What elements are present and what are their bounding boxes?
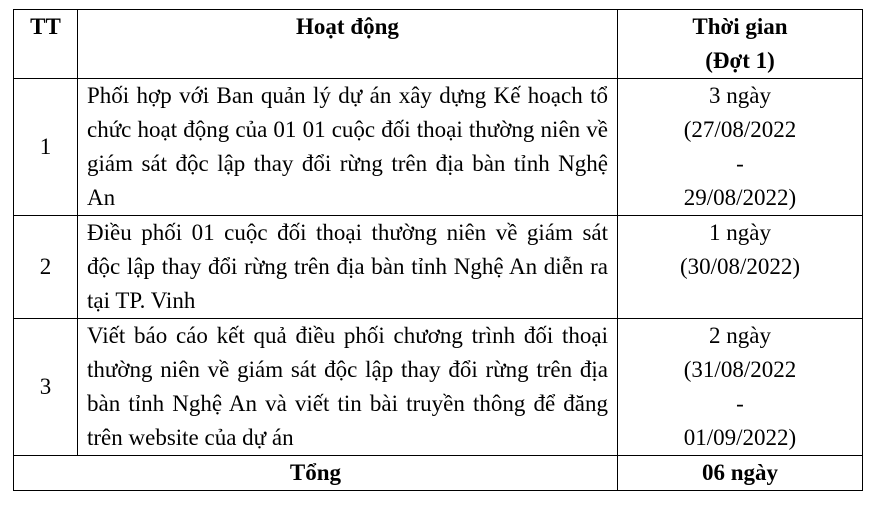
total-row (14, 456, 863, 491)
header-time (618, 10, 863, 79)
table-row (14, 79, 863, 216)
table-row (14, 216, 863, 319)
row-time-dash: - (736, 391, 744, 416)
total-label: Tổng (14, 456, 618, 491)
row-activity: Điều phối 01 cuộc đối thoại thường niên về giám sát độc lập thay đổi rừng trên địa bàn tỉnh Nghệ An diễn ra tại TP. Vinh (78, 216, 618, 319)
row-time-dash: - (736, 151, 744, 176)
row-time-start: (31/08/2022 (683, 357, 797, 382)
row-number: 2 (14, 216, 78, 319)
row-time-duration: 1 ngày (709, 220, 771, 245)
row-activity: Viết báo cáo kết quả điều phối chương trình đối thoại thường niên về giám sát độc lập thay đổi rừng trên địa bàn tỉnh Nghệ An và viết tin bài truyền thông để đăng trên website của dự án (78, 319, 618, 456)
total-value: 06 ngày (618, 456, 863, 491)
row-time (618, 319, 863, 456)
header-row (14, 10, 863, 79)
header-time-line2: (Đợt 1) (705, 48, 775, 73)
row-activity: Phối hợp với Ban quản lý dự án xây dựng Kế hoạch tổ chức hoạt động của 01 01 cuộc đối thoại thường niên về giám sát độc lập thay đổi rừng trên địa bàn tỉnh Nghệ An (78, 79, 618, 216)
row-time (618, 79, 863, 216)
row-time-duration: 2 ngày (709, 323, 771, 348)
row-time (618, 216, 863, 319)
row-time-date: (30/08/2022) (679, 254, 801, 279)
row-time-end: 29/08/2022) (683, 185, 797, 210)
row-number: 3 (14, 319, 78, 456)
header-activity: Hoạt động (78, 10, 618, 79)
header-tt: TT (14, 10, 78, 79)
activity-schedule-table (13, 9, 863, 491)
row-number: 1 (14, 79, 78, 216)
table-row (14, 319, 863, 456)
row-time-start: (27/08/2022 (683, 117, 797, 142)
row-time-duration: 3 ngày (709, 83, 771, 108)
row-time-end: 01/09/2022) (683, 425, 797, 450)
header-time-line1: Thời gian (692, 14, 788, 39)
